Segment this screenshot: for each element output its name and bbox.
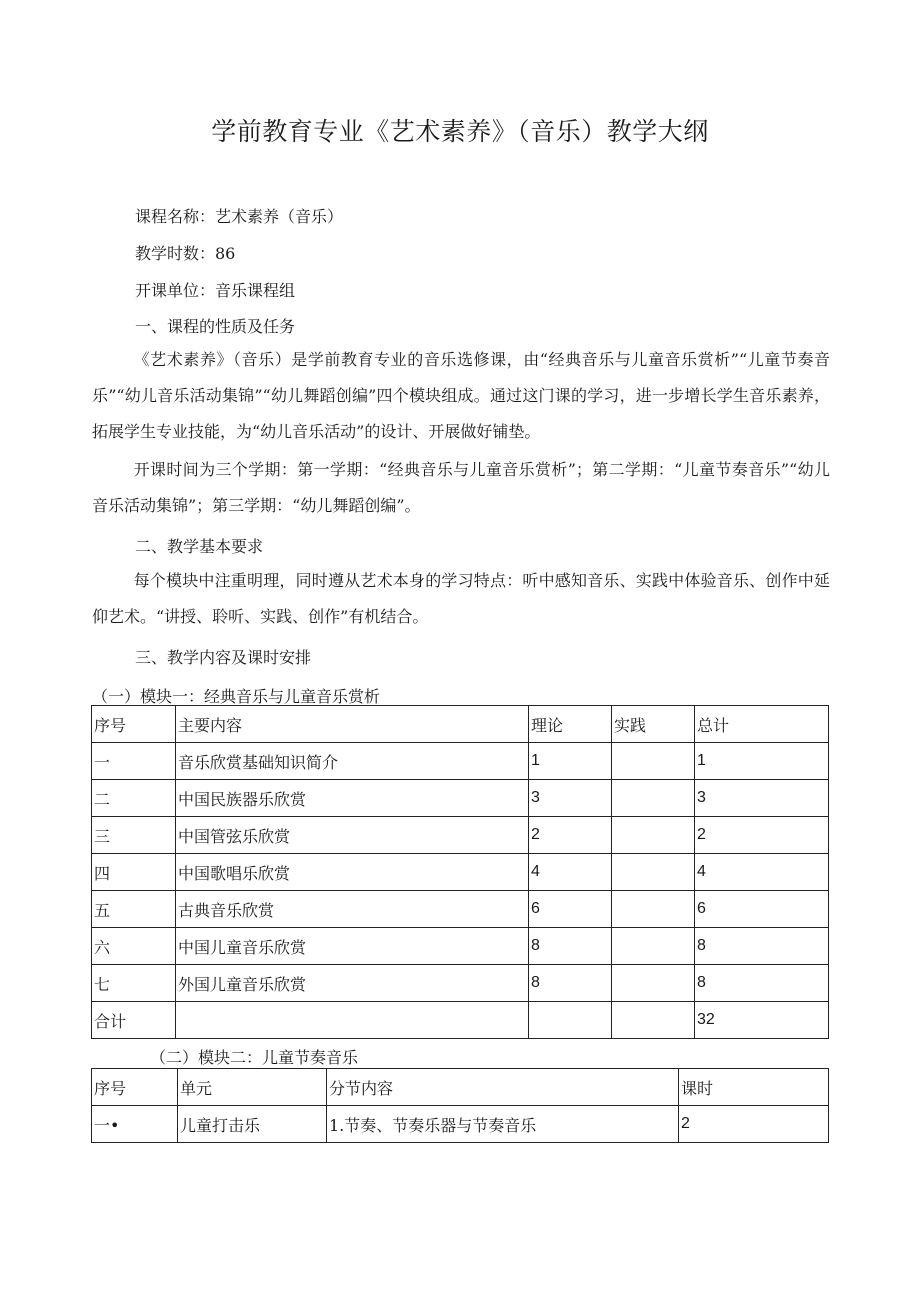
table-cell: 4 <box>529 854 612 891</box>
table-cell: 中国民族器乐欣赏 <box>176 780 529 817</box>
table-cell: 总计 <box>695 706 829 743</box>
table-cell: 1 <box>529 743 612 780</box>
table-row <box>92 965 829 1002</box>
table-cell: 4 <box>695 854 829 891</box>
course-name: 课程名称：艺术素养（音乐） <box>135 207 344 226</box>
table-cell: 课时 <box>679 1069 829 1106</box>
table-cell: 合计 <box>92 1002 176 1039</box>
section-1-paragraph-1: 《艺术素养》（音乐）是学前教育专业的音乐选修课，由“经典音乐与儿童音乐赏析”“儿童节奏音乐”“幼儿音乐活动集锦”“幼儿舞蹈创编”四个模块组成。通过这门课的学习，进一步增长学生音乐素养，拓展学生专业技能，为“幼儿音乐活动”的设计、开展做好铺垫。 <box>92 350 830 441</box>
table-cell: 1.节奏、节奏乐器与节奏音乐 <box>327 1106 679 1143</box>
table-header-row <box>92 1069 829 1106</box>
table-row <box>92 780 829 817</box>
table-cell <box>612 780 695 817</box>
document-title: 学前教育专业《艺术素养》（音乐）教学大纲 <box>211 117 709 146</box>
table1-caption: （一）模块一：经典音乐与儿童音乐赏析 <box>92 687 381 706</box>
table-cell: 五 <box>92 891 176 928</box>
table-cell: 8 <box>529 928 612 965</box>
table-cell: 1 <box>695 743 829 780</box>
table-cell: 3 <box>695 780 829 817</box>
table-row <box>92 743 829 780</box>
table-cell: 6 <box>695 891 829 928</box>
table-cell <box>612 854 695 891</box>
table-cell: 8 <box>529 965 612 1002</box>
table-cell <box>612 817 695 854</box>
table-row <box>92 891 829 928</box>
table-cell: 儿童打击乐 <box>178 1106 327 1143</box>
table-cell: 一 <box>92 743 176 780</box>
table-cell: 序号 <box>92 1069 178 1106</box>
table-cell: 序号 <box>92 706 176 743</box>
table-header-row <box>92 706 829 743</box>
module2-table <box>91 1068 829 1143</box>
table-cell: 32 <box>695 1002 829 1039</box>
table-cell: 二 <box>92 780 176 817</box>
table-row <box>92 817 829 854</box>
table-cell <box>612 928 695 965</box>
table-row <box>92 928 829 965</box>
table-cell: 中国管弦乐欣赏 <box>176 817 529 854</box>
table-cell <box>612 743 695 780</box>
table-cell: 中国儿童音乐欣赏 <box>176 928 529 965</box>
table-cell: 四 <box>92 854 176 891</box>
table-cell: 分节内容 <box>327 1069 679 1106</box>
table-cell: 2 <box>695 817 829 854</box>
table-cell: 外国儿童音乐欣赏 <box>176 965 529 1002</box>
table-cell: 6 <box>529 891 612 928</box>
section-1-paragraph-2: 开课时间为三个学期：第一学期：“经典音乐与儿童音乐赏析”；第二学期：“儿童节奏音乐”“幼儿音乐活动集锦”；第三学期：“幼儿舞蹈创编”。 <box>92 460 830 515</box>
table-cell: 8 <box>695 928 829 965</box>
table-cell <box>176 1002 529 1039</box>
table-cell: 单元 <box>178 1069 327 1106</box>
table-cell: 七 <box>92 965 176 1002</box>
module1-table <box>91 705 829 1039</box>
table-row <box>92 1106 829 1143</box>
table-cell <box>529 1002 612 1039</box>
table-cell: 中国歌唱乐欣赏 <box>176 854 529 891</box>
section-2-paragraph: 每个模块中注重明理，同时遵从艺术本身的学习特点：听中感知音乐、实践中体验音乐、创作中延仰艺术。“讲授、聆听、实践、创作”有机结合。 <box>92 571 830 626</box>
section-1-heading: 一、课程的性质及任务 <box>135 317 296 336</box>
table-cell: 音乐欣赏基础知识简介 <box>176 743 529 780</box>
table-row <box>92 1002 829 1039</box>
table-cell: 理论 <box>529 706 612 743</box>
table-row <box>92 854 829 891</box>
teaching-hours: 教学时数：86 <box>135 244 236 263</box>
table-cell: 实践 <box>612 706 695 743</box>
table-cell: 3 <box>529 780 612 817</box>
table-cell: 古典音乐欣赏 <box>176 891 529 928</box>
table-cell <box>612 965 695 1002</box>
table-cell: 2 <box>529 817 612 854</box>
table-cell: 六 <box>92 928 176 965</box>
table-cell: 三 <box>92 817 176 854</box>
section-2-heading: 二、教学基本要求 <box>135 537 264 556</box>
table-cell: 主要内容 <box>176 706 529 743</box>
table-cell <box>612 1002 695 1039</box>
table2-caption: （二）模块二：儿童节奏音乐 <box>150 1048 359 1067</box>
table-cell: 一• <box>92 1106 178 1143</box>
table-cell: 2 <box>679 1106 829 1143</box>
table-cell <box>612 891 695 928</box>
table-cell: 8 <box>695 965 829 1002</box>
offering-unit: 开课单位：音乐课程组 <box>135 281 296 300</box>
section-3-heading: 三、教学内容及课时安排 <box>135 648 312 667</box>
